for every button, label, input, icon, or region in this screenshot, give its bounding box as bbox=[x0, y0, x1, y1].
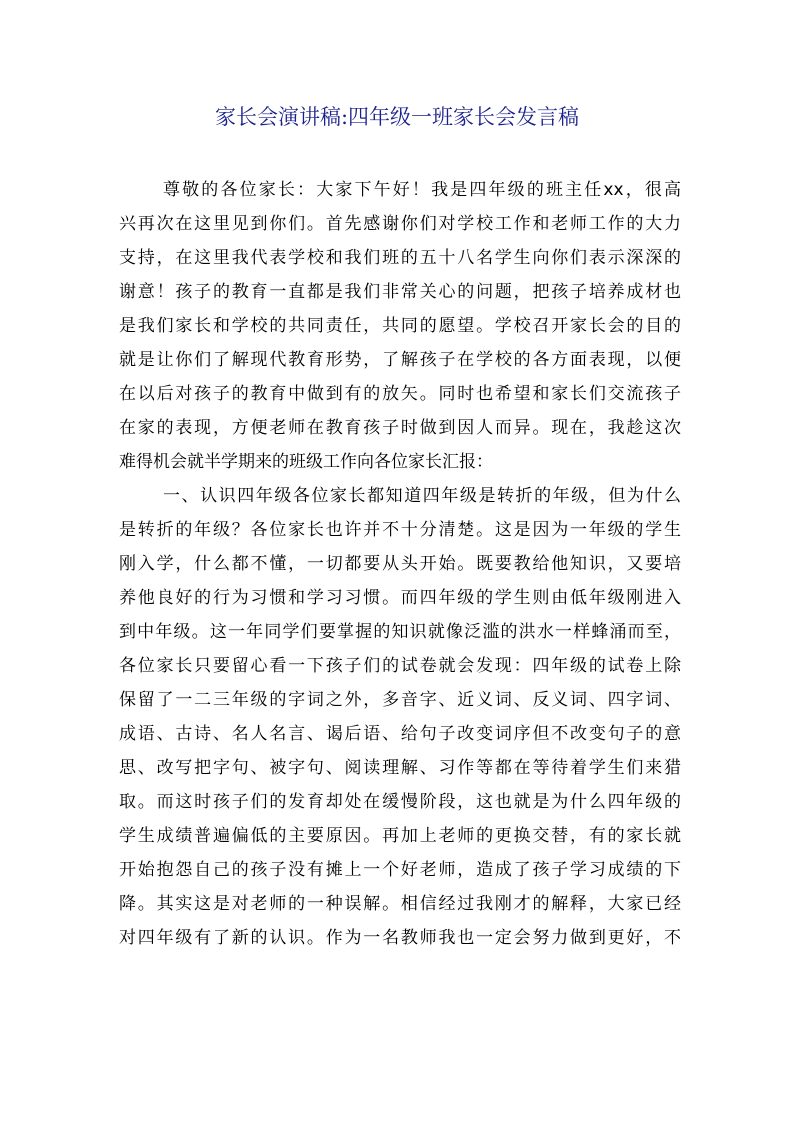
paragraph-1-line: 谢意！孩子的教育一直都是我们非常关心的问题，把孩子培养成材也 bbox=[119, 282, 681, 302]
document-body bbox=[119, 173, 681, 955]
paragraph-2-line: 思、改写把字句、被字句、阅读理解、习作等都在等待着学生们来猎 bbox=[119, 758, 681, 778]
paragraph-1-line: 就是让你们了解现代教育形势，了解孩子在学校的各方面表现，以便 bbox=[119, 350, 681, 370]
paragraph-1-line: 难得机会就半学期来的班级工作向各位家长汇报： bbox=[119, 452, 493, 472]
paragraph-2-line: 养他良好的行为习惯和学习习惯。而四年级的学生则由低年级刚进入 bbox=[119, 588, 681, 608]
paragraph-2-line: 保留了一二三年级的字词之外，多音字、近义词、反义词、四字词、 bbox=[119, 690, 681, 710]
document-title: 家长会演讲稿:四年级一班家长会发言稿 bbox=[214, 105, 580, 129]
paragraph-2-line: 学生成绩普遍偏低的主要原因。再加上老师的更换交替，有的家长就 bbox=[119, 826, 681, 846]
paragraph-2-line: 开始抱怨自己的孩子没有摊上一个好老师，造成了孩子学习成绩的下 bbox=[119, 860, 681, 880]
paragraph-1-line: 尊敬的各位家长：大家下午好！我是四年级的班主任xx，很高 bbox=[163, 180, 681, 200]
paragraph-2-line: 对四年级有了新的认识。作为一名教师我也一定会努力做到更好，不 bbox=[119, 928, 681, 948]
paragraph-2-line: 取。而这时孩子们的发育却处在缓慢阶段，这也就是为什么四年级的 bbox=[119, 792, 681, 812]
paragraph-2-line: 各位家长只要留心看一下孩子们的试卷就会发现：四年级的试卷上除 bbox=[119, 656, 681, 676]
paragraph-1-line: 兴再次在这里见到你们。首先感谢你们对学校工作和老师工作的大力 bbox=[119, 214, 681, 234]
paragraph-2-line: 降。其实这是对老师的一种误解。相信经过我刚才的解释，大家已经 bbox=[119, 894, 681, 914]
paragraph-2-line: 刚入学，什么都不懂，一切都要从头开始。既要教给他知识，又要培 bbox=[119, 554, 681, 574]
paragraph-2-line: 到中年级。这一年同学们要掌握的知识就像泛滥的洪水一样蜂涌而至， bbox=[119, 622, 681, 642]
paragraph-2-line: 是转折的年级？各位家长也许并不十分清楚。这是因为一年级的学生 bbox=[119, 520, 681, 540]
paragraph-1-line: 支持，在这里我代表学校和我们班的五十八名学生向你们表示深深的 bbox=[119, 248, 681, 268]
paragraph-2-line: 一、认识四年级各位家长都知道四年级是转折的年级，但为什么 bbox=[163, 486, 681, 506]
paragraph-1-line: 在家的表现，方便老师在教育孩子时做到因人而异。现在，我趁这次 bbox=[119, 418, 681, 438]
paragraph-1-line: 是我们家长和学校的共同责任，共同的愿望。学校召开家长会的目的 bbox=[119, 316, 681, 336]
paragraph-1-line: 在以后对孩子的教育中做到有的放矢。同时也希望和家长们交流孩子 bbox=[119, 384, 681, 404]
paragraph-2-line: 成语、古诗、名人名言、谒后语、给句子改变词序但不改变句子的意 bbox=[119, 724, 681, 744]
